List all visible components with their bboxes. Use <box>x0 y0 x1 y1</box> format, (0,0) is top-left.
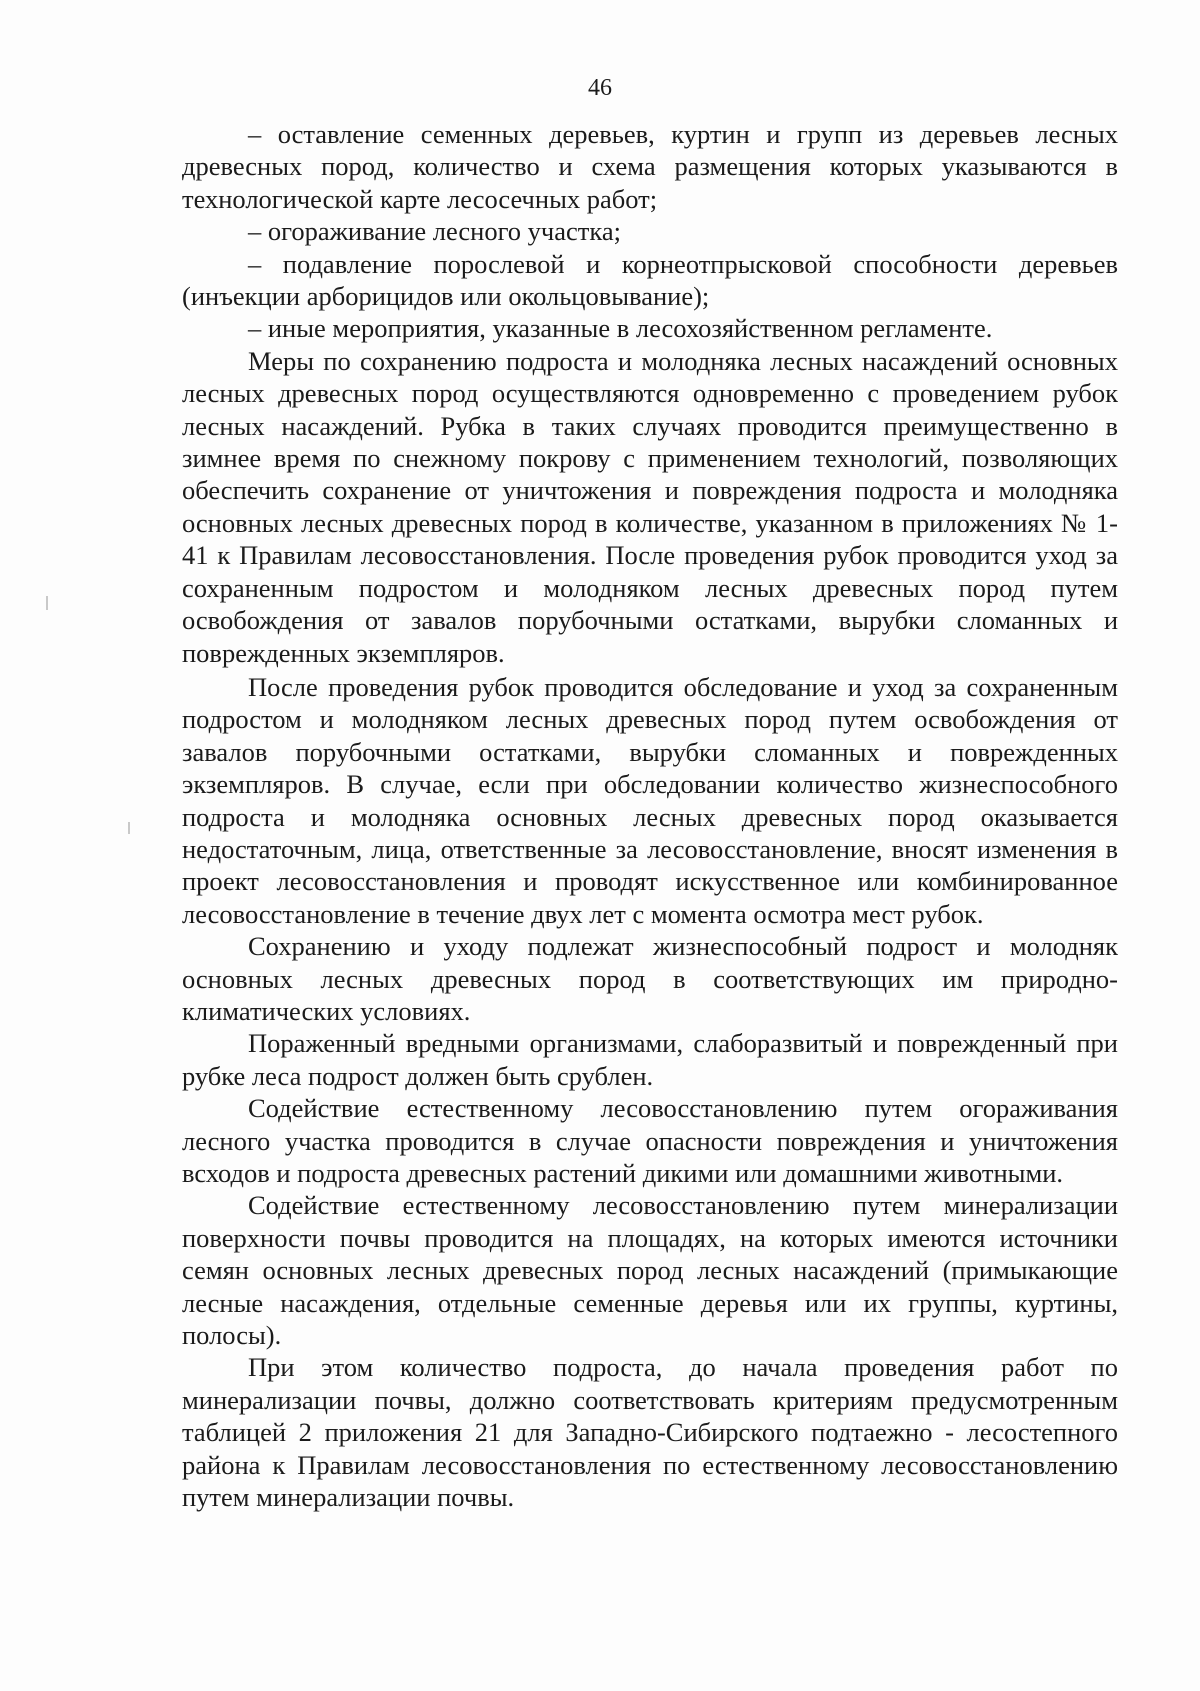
paragraph-mineralization-criteria: При этом количество подроста, до начала проведения работ по минерализации почвы, должно соответствовать критериям предусмотренным таблицей 2 приложения 21 для Западно-Сибирского подтаежно - лесостепного района к Правилам лесовосстановления по естественному лесовосстановлению путем минерализации почвы. <box>182 1352 1118 1513</box>
paragraph-after-felling: После проведения рубок проводится обследование и уход за сохраненным подростом и молодняком лесных древесных пород путем освобождения от завалов порубочными остатками, вырубки сломанных и поврежденных экземпляров. В случае, если при обследовании количество жизнеспособного подроста и молодняка основных лесных древесных пород оказывается недостаточным, лица, ответственные за лесовосстановление, вносят изменения в проект лесовосстановления и проводят искусственное или комбинированное лесовосстановление в течение двух лет с момента осмотра мест рубок. <box>182 671 1118 929</box>
paragraph-fencing-assistance: Содействие естественному лесовосстановлению путем огораживания лесного участка проводится в случае опасности повреждения и уничтожения всходов и подроста древесных растений дикими или домашними животными. <box>182 1093 1118 1188</box>
paragraph-damaged-undergrowth: Пораженный вредными организмами, слаборазвитый и поврежденный при рубке леса подрост должен быть срублен. <box>182 1028 1118 1091</box>
paragraph-undergrowth-preservation: Меры по сохранению подроста и молодняка лесных насаждений основных лесных древесных пород осуществляются одновременно с проведением рубок лесных насаждений. Рубка в таких случаях проводится преимущественно в зимнее время по снежному покрову с применением технологий, позволяющих обеспечить сохранение от уничтожения и повреждения подроста и молодняка основных лесных древесных пород в количестве, указанном в приложениях № 1-41 к Правилам лесовосстановления. После проведения рубок проводится уход за сохраненным подростом и молодняком лесных древесных пород путем освобождения от завалов порубочными остатками, вырубки сломанных и поврежденных экземпляров. <box>182 345 1118 668</box>
paragraph-viable-undergrowth: Сохранению и уходу подлежат жизнеспособный подрост и молодняк основных лесных древесных пород в соответствующих им природно-климатических условиях. <box>182 931 1118 1026</box>
list-item-suppression: – подавление порослевой и корнеотпрысковой способности деревьев (инъекции арборицидов или окольцовывание); <box>182 248 1118 312</box>
list-item-other-measures: – иные мероприятия, указанные в лесохозяйственном регламенте. <box>248 313 993 344</box>
scan-margin-mark <box>128 822 130 834</box>
scan-margin-mark <box>46 596 48 610</box>
list-item-fencing: – огораживание лесного участка; <box>248 216 621 247</box>
paragraph-mineralization-assistance: Содействие естественному лесовосстановлению путем минерализации поверхности почвы проводится на площадях, на которых имеются источники семян основных лесных древесных пород лесных насаждений (примыкающие лесные насаждения, отдельные семенные деревья или их группы, куртины, полосы). <box>182 1190 1118 1351</box>
document-body <box>182 118 1118 1513</box>
list-item-seed-trees: – оставление семенных деревьев, куртин и групп из деревьев лесных древесных пород, количество и схема размещения которых указываются в технологической карте лесосечных работ; <box>182 119 1118 214</box>
page-number: 46 <box>588 75 612 101</box>
